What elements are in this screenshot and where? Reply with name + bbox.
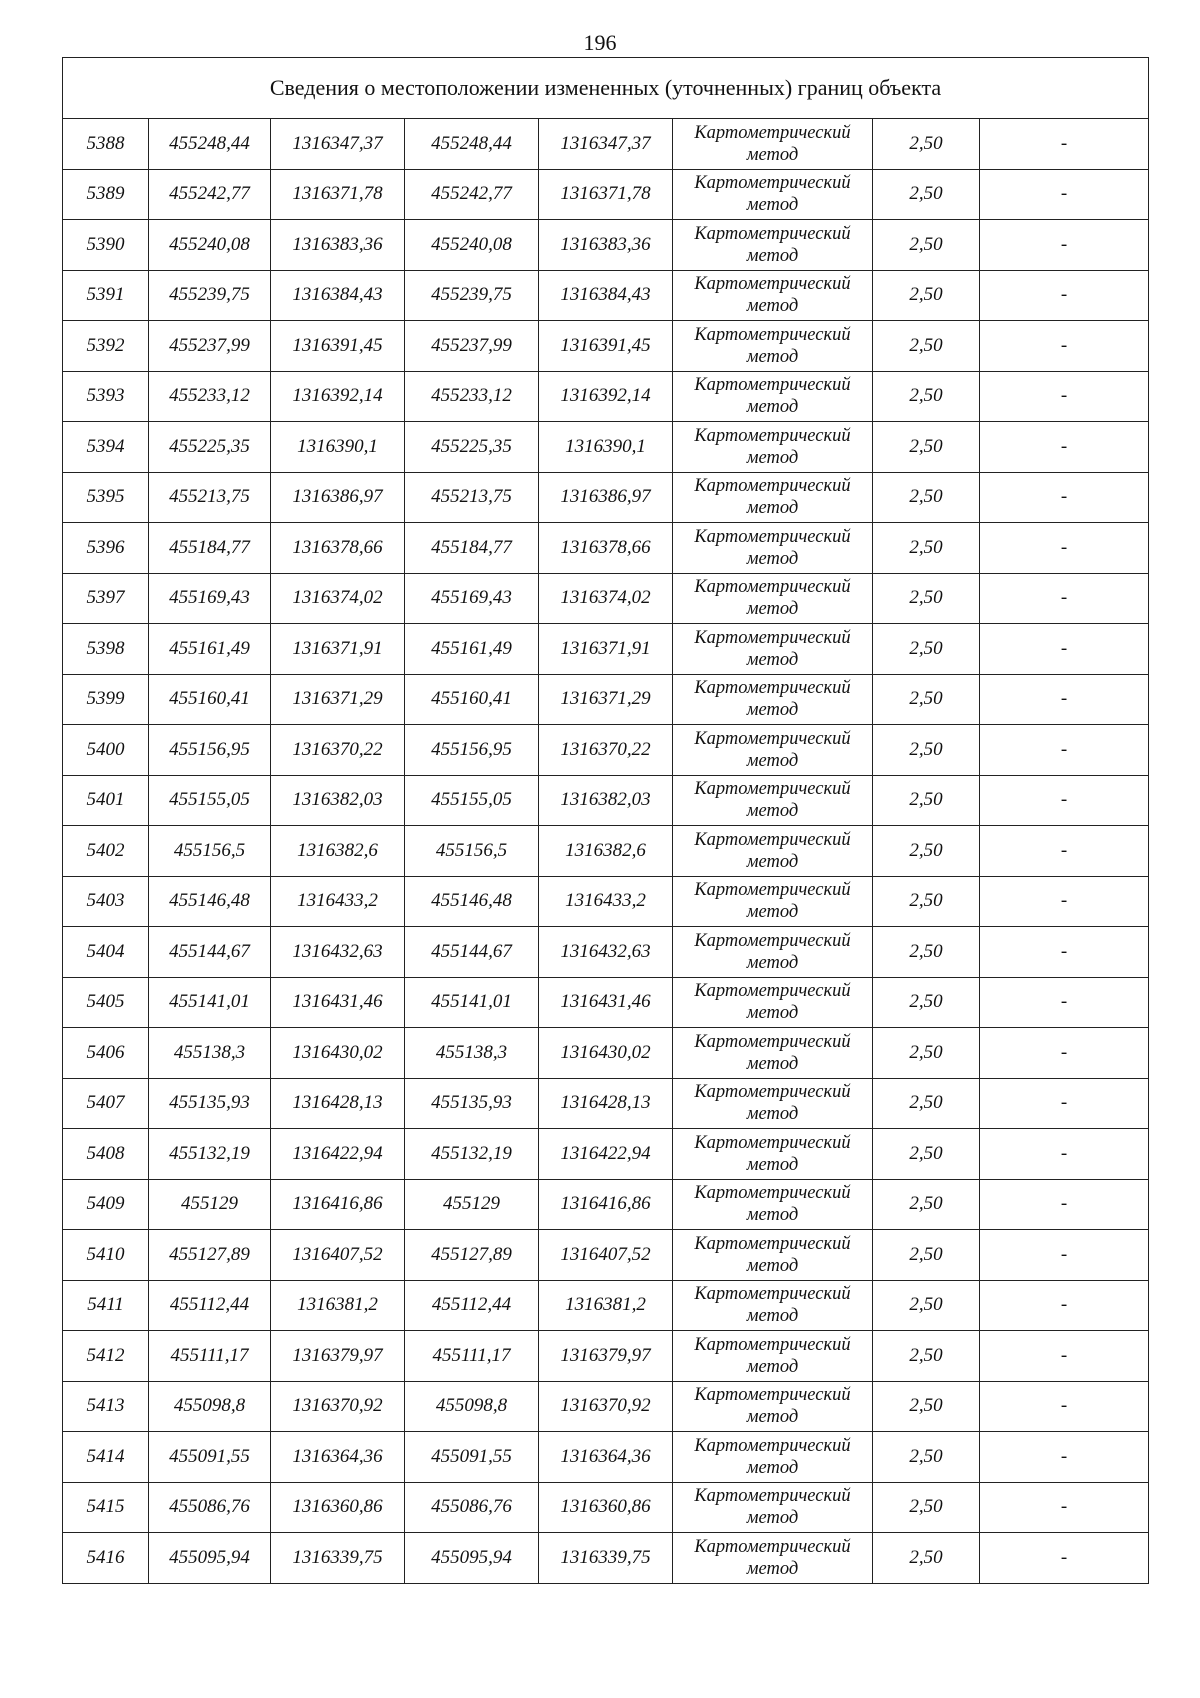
note-cell: - bbox=[980, 1179, 1149, 1230]
refined-y-cell: 1316382,03 bbox=[539, 775, 673, 826]
accuracy-cell: 2,50 bbox=[873, 1129, 980, 1180]
accuracy-cell: 2,50 bbox=[873, 523, 980, 574]
refined-x-cell: 455138,3 bbox=[405, 1028, 539, 1079]
table-title: Сведения о местоположении измененных (уточненных) границ объекта bbox=[63, 58, 1149, 119]
existing-y-cell: 1316347,37 bbox=[271, 119, 405, 170]
method-cell: Картометрический метод bbox=[673, 977, 873, 1028]
refined-y-cell: 1316371,91 bbox=[539, 624, 673, 675]
accuracy-cell: 2,50 bbox=[873, 826, 980, 877]
existing-y-cell: 1316433,2 bbox=[271, 876, 405, 927]
accuracy-cell: 2,50 bbox=[873, 1331, 980, 1382]
point-number-cell: 5391 bbox=[63, 270, 149, 321]
existing-y-cell: 1316339,75 bbox=[271, 1533, 405, 1584]
refined-x-cell: 455146,48 bbox=[405, 876, 539, 927]
method-cell: Картометрический метод bbox=[673, 624, 873, 675]
point-number-cell: 5392 bbox=[63, 321, 149, 372]
table-row bbox=[63, 1078, 1149, 1129]
note-cell: - bbox=[980, 725, 1149, 776]
refined-y-cell: 1316339,75 bbox=[539, 1533, 673, 1584]
table-row bbox=[63, 1028, 1149, 1079]
existing-x-cell: 455112,44 bbox=[149, 1280, 271, 1331]
note-cell: - bbox=[980, 624, 1149, 675]
existing-x-cell: 455239,75 bbox=[149, 270, 271, 321]
note-cell: - bbox=[980, 1280, 1149, 1331]
existing-y-cell: 1316392,14 bbox=[271, 371, 405, 422]
table-row bbox=[63, 876, 1149, 927]
refined-x-cell: 455132,19 bbox=[405, 1129, 539, 1180]
refined-x-cell: 455240,08 bbox=[405, 220, 539, 271]
existing-x-cell: 455091,55 bbox=[149, 1432, 271, 1483]
existing-x-cell: 455127,89 bbox=[149, 1230, 271, 1281]
table-header-row bbox=[63, 58, 1149, 119]
existing-x-cell: 455141,01 bbox=[149, 977, 271, 1028]
accuracy-cell: 2,50 bbox=[873, 1533, 980, 1584]
boundary-coordinates-table bbox=[62, 57, 1149, 1584]
existing-x-cell: 455155,05 bbox=[149, 775, 271, 826]
existing-x-cell: 455156,5 bbox=[149, 826, 271, 877]
existing-x-cell: 455242,77 bbox=[149, 169, 271, 220]
existing-x-cell: 455086,76 bbox=[149, 1482, 271, 1533]
method-cell: Картометрический метод bbox=[673, 119, 873, 170]
point-number-cell: 5407 bbox=[63, 1078, 149, 1129]
point-number-cell: 5400 bbox=[63, 725, 149, 776]
table-row bbox=[63, 977, 1149, 1028]
existing-x-cell: 455233,12 bbox=[149, 371, 271, 422]
existing-x-cell: 455156,95 bbox=[149, 725, 271, 776]
table-row bbox=[63, 725, 1149, 776]
refined-x-cell: 455160,41 bbox=[405, 674, 539, 725]
refined-y-cell: 1316384,43 bbox=[539, 270, 673, 321]
existing-y-cell: 1316370,22 bbox=[271, 725, 405, 776]
refined-x-cell: 455242,77 bbox=[405, 169, 539, 220]
accuracy-cell: 2,50 bbox=[873, 220, 980, 271]
table-row bbox=[63, 624, 1149, 675]
accuracy-cell: 2,50 bbox=[873, 1432, 980, 1483]
method-cell: Картометрический метод bbox=[673, 876, 873, 927]
accuracy-cell: 2,50 bbox=[873, 1028, 980, 1079]
table-row bbox=[63, 321, 1149, 372]
point-number-cell: 5409 bbox=[63, 1179, 149, 1230]
point-number-cell: 5399 bbox=[63, 674, 149, 725]
table-row bbox=[63, 270, 1149, 321]
point-number-cell: 5405 bbox=[63, 977, 149, 1028]
table-row bbox=[63, 1533, 1149, 1584]
accuracy-cell: 2,50 bbox=[873, 1230, 980, 1281]
existing-y-cell: 1316391,45 bbox=[271, 321, 405, 372]
method-cell: Картометрический метод bbox=[673, 674, 873, 725]
refined-x-cell: 455095,94 bbox=[405, 1533, 539, 1584]
table-row bbox=[63, 1432, 1149, 1483]
refined-y-cell: 1316432,63 bbox=[539, 927, 673, 978]
point-number-cell: 5397 bbox=[63, 573, 149, 624]
refined-x-cell: 455112,44 bbox=[405, 1280, 539, 1331]
existing-x-cell: 455160,41 bbox=[149, 674, 271, 725]
note-cell: - bbox=[980, 422, 1149, 473]
table-row bbox=[63, 422, 1149, 473]
method-cell: Картометрический метод bbox=[673, 371, 873, 422]
existing-y-cell: 1316428,13 bbox=[271, 1078, 405, 1129]
existing-x-cell: 455225,35 bbox=[149, 422, 271, 473]
accuracy-cell: 2,50 bbox=[873, 321, 980, 372]
table-row bbox=[63, 1230, 1149, 1281]
note-cell: - bbox=[980, 927, 1149, 978]
existing-y-cell: 1316371,91 bbox=[271, 624, 405, 675]
existing-x-cell: 455129 bbox=[149, 1179, 271, 1230]
refined-x-cell: 455141,01 bbox=[405, 977, 539, 1028]
note-cell: - bbox=[980, 220, 1149, 271]
refined-y-cell: 1316407,52 bbox=[539, 1230, 673, 1281]
refined-y-cell: 1316360,86 bbox=[539, 1482, 673, 1533]
point-number-cell: 5411 bbox=[63, 1280, 149, 1331]
method-cell: Картометрический метод bbox=[673, 472, 873, 523]
point-number-cell: 5413 bbox=[63, 1381, 149, 1432]
point-number-cell: 5410 bbox=[63, 1230, 149, 1281]
note-cell: - bbox=[980, 1432, 1149, 1483]
method-cell: Картометрический метод bbox=[673, 826, 873, 877]
existing-x-cell: 455240,08 bbox=[149, 220, 271, 271]
existing-y-cell: 1316381,2 bbox=[271, 1280, 405, 1331]
method-cell: Картометрический метод bbox=[673, 1482, 873, 1533]
method-cell: Картометрический метод bbox=[673, 1179, 873, 1230]
refined-x-cell: 455156,95 bbox=[405, 725, 539, 776]
refined-y-cell: 1316382,6 bbox=[539, 826, 673, 877]
refined-x-cell: 455225,35 bbox=[405, 422, 539, 473]
existing-y-cell: 1316416,86 bbox=[271, 1179, 405, 1230]
refined-y-cell: 1316374,02 bbox=[539, 573, 673, 624]
existing-y-cell: 1316379,97 bbox=[271, 1331, 405, 1382]
refined-y-cell: 1316422,94 bbox=[539, 1129, 673, 1180]
table-row bbox=[63, 1280, 1149, 1331]
table-row bbox=[63, 1482, 1149, 1533]
existing-x-cell: 455095,94 bbox=[149, 1533, 271, 1584]
accuracy-cell: 2,50 bbox=[873, 422, 980, 473]
method-cell: Картометрический метод bbox=[673, 1129, 873, 1180]
table-row bbox=[63, 1179, 1149, 1230]
table-row bbox=[63, 220, 1149, 271]
refined-y-cell: 1316381,2 bbox=[539, 1280, 673, 1331]
table-row bbox=[63, 1381, 1149, 1432]
accuracy-cell: 2,50 bbox=[873, 371, 980, 422]
refined-y-cell: 1316416,86 bbox=[539, 1179, 673, 1230]
refined-x-cell: 455091,55 bbox=[405, 1432, 539, 1483]
table-row bbox=[63, 1129, 1149, 1180]
existing-y-cell: 1316382,03 bbox=[271, 775, 405, 826]
point-number-cell: 5390 bbox=[63, 220, 149, 271]
accuracy-cell: 2,50 bbox=[873, 573, 980, 624]
existing-y-cell: 1316383,36 bbox=[271, 220, 405, 271]
point-number-cell: 5388 bbox=[63, 119, 149, 170]
existing-y-cell: 1316364,36 bbox=[271, 1432, 405, 1483]
note-cell: - bbox=[980, 1129, 1149, 1180]
method-cell: Картометрический метод bbox=[673, 1078, 873, 1129]
accuracy-cell: 2,50 bbox=[873, 270, 980, 321]
accuracy-cell: 2,50 bbox=[873, 1078, 980, 1129]
method-cell: Картометрический метод bbox=[673, 1230, 873, 1281]
point-number-cell: 5408 bbox=[63, 1129, 149, 1180]
refined-y-cell: 1316371,29 bbox=[539, 674, 673, 725]
table-row bbox=[63, 371, 1149, 422]
note-cell: - bbox=[980, 674, 1149, 725]
accuracy-cell: 2,50 bbox=[873, 119, 980, 170]
refined-x-cell: 455129 bbox=[405, 1179, 539, 1230]
accuracy-cell: 2,50 bbox=[873, 775, 980, 826]
point-number-cell: 5398 bbox=[63, 624, 149, 675]
point-number-cell: 5394 bbox=[63, 422, 149, 473]
existing-x-cell: 455135,93 bbox=[149, 1078, 271, 1129]
method-cell: Картометрический метод bbox=[673, 1533, 873, 1584]
method-cell: Картометрический метод bbox=[673, 725, 873, 776]
table-row bbox=[63, 472, 1149, 523]
note-cell: - bbox=[980, 1028, 1149, 1079]
accuracy-cell: 2,50 bbox=[873, 169, 980, 220]
existing-y-cell: 1316360,86 bbox=[271, 1482, 405, 1533]
existing-y-cell: 1316374,02 bbox=[271, 573, 405, 624]
point-number-cell: 5401 bbox=[63, 775, 149, 826]
existing-x-cell: 455184,77 bbox=[149, 523, 271, 574]
table-row bbox=[63, 119, 1149, 170]
method-cell: Картометрический метод bbox=[673, 1432, 873, 1483]
accuracy-cell: 2,50 bbox=[873, 725, 980, 776]
note-cell: - bbox=[980, 523, 1149, 574]
existing-x-cell: 455248,44 bbox=[149, 119, 271, 170]
table-row bbox=[63, 826, 1149, 877]
note-cell: - bbox=[980, 1331, 1149, 1382]
existing-y-cell: 1316390,1 bbox=[271, 422, 405, 473]
existing-y-cell: 1316378,66 bbox=[271, 523, 405, 574]
note-cell: - bbox=[980, 472, 1149, 523]
existing-x-cell: 455132,19 bbox=[149, 1129, 271, 1180]
existing-x-cell: 455111,17 bbox=[149, 1331, 271, 1382]
point-number-cell: 5414 bbox=[63, 1432, 149, 1483]
table-row bbox=[63, 1331, 1149, 1382]
refined-x-cell: 455135,93 bbox=[405, 1078, 539, 1129]
refined-y-cell: 1316378,66 bbox=[539, 523, 673, 574]
note-cell: - bbox=[980, 775, 1149, 826]
refined-y-cell: 1316347,37 bbox=[539, 119, 673, 170]
refined-y-cell: 1316383,36 bbox=[539, 220, 673, 271]
accuracy-cell: 2,50 bbox=[873, 1179, 980, 1230]
note-cell: - bbox=[980, 119, 1149, 170]
refined-y-cell: 1316391,45 bbox=[539, 321, 673, 372]
point-number-cell: 5403 bbox=[63, 876, 149, 927]
method-cell: Картометрический метод bbox=[673, 321, 873, 372]
existing-y-cell: 1316386,97 bbox=[271, 472, 405, 523]
table-row bbox=[63, 523, 1149, 574]
refined-y-cell: 1316364,36 bbox=[539, 1432, 673, 1483]
point-number-cell: 5393 bbox=[63, 371, 149, 422]
existing-x-cell: 455098,8 bbox=[149, 1381, 271, 1432]
accuracy-cell: 2,50 bbox=[873, 927, 980, 978]
method-cell: Картометрический метод bbox=[673, 220, 873, 271]
refined-y-cell: 1316433,2 bbox=[539, 876, 673, 927]
point-number-cell: 5395 bbox=[63, 472, 149, 523]
existing-x-cell: 455237,99 bbox=[149, 321, 271, 372]
refined-x-cell: 455127,89 bbox=[405, 1230, 539, 1281]
refined-x-cell: 455237,99 bbox=[405, 321, 539, 372]
table-row bbox=[63, 927, 1149, 978]
point-number-cell: 5404 bbox=[63, 927, 149, 978]
existing-x-cell: 455213,75 bbox=[149, 472, 271, 523]
accuracy-cell: 2,50 bbox=[873, 1482, 980, 1533]
existing-y-cell: 1316370,92 bbox=[271, 1381, 405, 1432]
accuracy-cell: 2,50 bbox=[873, 977, 980, 1028]
method-cell: Картометрический метод bbox=[673, 422, 873, 473]
method-cell: Картометрический метод bbox=[673, 775, 873, 826]
refined-x-cell: 455144,67 bbox=[405, 927, 539, 978]
existing-y-cell: 1316371,78 bbox=[271, 169, 405, 220]
existing-y-cell: 1316422,94 bbox=[271, 1129, 405, 1180]
refined-x-cell: 455156,5 bbox=[405, 826, 539, 877]
note-cell: - bbox=[980, 1533, 1149, 1584]
refined-y-cell: 1316379,97 bbox=[539, 1331, 673, 1382]
existing-y-cell: 1316382,6 bbox=[271, 826, 405, 877]
method-cell: Картометрический метод bbox=[673, 523, 873, 574]
table-row bbox=[63, 169, 1149, 220]
method-cell: Картометрический метод bbox=[673, 270, 873, 321]
refined-y-cell: 1316371,78 bbox=[539, 169, 673, 220]
refined-y-cell: 1316428,13 bbox=[539, 1078, 673, 1129]
refined-y-cell: 1316370,92 bbox=[539, 1381, 673, 1432]
refined-x-cell: 455248,44 bbox=[405, 119, 539, 170]
table-row bbox=[63, 775, 1149, 826]
existing-x-cell: 455144,67 bbox=[149, 927, 271, 978]
accuracy-cell: 2,50 bbox=[873, 1381, 980, 1432]
point-number-cell: 5406 bbox=[63, 1028, 149, 1079]
refined-x-cell: 455169,43 bbox=[405, 573, 539, 624]
note-cell: - bbox=[980, 1381, 1149, 1432]
refined-x-cell: 455086,76 bbox=[405, 1482, 539, 1533]
existing-x-cell: 455169,43 bbox=[149, 573, 271, 624]
note-cell: - bbox=[980, 876, 1149, 927]
existing-y-cell: 1316432,63 bbox=[271, 927, 405, 978]
existing-y-cell: 1316371,29 bbox=[271, 674, 405, 725]
refined-x-cell: 455155,05 bbox=[405, 775, 539, 826]
existing-x-cell: 455146,48 bbox=[149, 876, 271, 927]
point-number-cell: 5416 bbox=[63, 1533, 149, 1584]
point-number-cell: 5412 bbox=[63, 1331, 149, 1382]
existing-y-cell: 1316430,02 bbox=[271, 1028, 405, 1079]
refined-x-cell: 455161,49 bbox=[405, 624, 539, 675]
accuracy-cell: 2,50 bbox=[873, 1280, 980, 1331]
note-cell: - bbox=[980, 321, 1149, 372]
note-cell: - bbox=[980, 826, 1149, 877]
point-number-cell: 5415 bbox=[63, 1482, 149, 1533]
existing-y-cell: 1316407,52 bbox=[271, 1230, 405, 1281]
existing-x-cell: 455138,3 bbox=[149, 1028, 271, 1079]
note-cell: - bbox=[980, 169, 1149, 220]
accuracy-cell: 2,50 bbox=[873, 472, 980, 523]
accuracy-cell: 2,50 bbox=[873, 674, 980, 725]
page-number: 196 bbox=[583, 30, 617, 55]
note-cell: - bbox=[980, 1078, 1149, 1129]
table-row bbox=[63, 573, 1149, 624]
method-cell: Картометрический метод bbox=[673, 1280, 873, 1331]
accuracy-cell: 2,50 bbox=[873, 876, 980, 927]
refined-y-cell: 1316370,22 bbox=[539, 725, 673, 776]
point-number-cell: 5402 bbox=[63, 826, 149, 877]
method-cell: Картометрический метод bbox=[673, 1381, 873, 1432]
note-cell: - bbox=[980, 573, 1149, 624]
refined-y-cell: 1316431,46 bbox=[539, 977, 673, 1028]
note-cell: - bbox=[980, 371, 1149, 422]
point-number-cell: 5389 bbox=[63, 169, 149, 220]
table-row bbox=[63, 674, 1149, 725]
refined-x-cell: 455213,75 bbox=[405, 472, 539, 523]
refined-y-cell: 1316430,02 bbox=[539, 1028, 673, 1079]
note-cell: - bbox=[980, 1482, 1149, 1533]
refined-x-cell: 455233,12 bbox=[405, 371, 539, 422]
method-cell: Картометрический метод bbox=[673, 927, 873, 978]
refined-y-cell: 1316392,14 bbox=[539, 371, 673, 422]
existing-y-cell: 1316384,43 bbox=[271, 270, 405, 321]
refined-y-cell: 1316390,1 bbox=[539, 422, 673, 473]
note-cell: - bbox=[980, 977, 1149, 1028]
method-cell: Картометрический метод bbox=[673, 1331, 873, 1382]
method-cell: Картометрический метод bbox=[673, 1028, 873, 1079]
method-cell: Картометрический метод bbox=[673, 169, 873, 220]
refined-x-cell: 455098,8 bbox=[405, 1381, 539, 1432]
accuracy-cell: 2,50 bbox=[873, 624, 980, 675]
point-number-cell: 5396 bbox=[63, 523, 149, 574]
method-cell: Картометрический метод bbox=[673, 573, 873, 624]
existing-x-cell: 455161,49 bbox=[149, 624, 271, 675]
refined-x-cell: 455184,77 bbox=[405, 523, 539, 574]
existing-y-cell: 1316431,46 bbox=[271, 977, 405, 1028]
note-cell: - bbox=[980, 1230, 1149, 1281]
refined-x-cell: 455239,75 bbox=[405, 270, 539, 321]
refined-x-cell: 455111,17 bbox=[405, 1331, 539, 1382]
refined-y-cell: 1316386,97 bbox=[539, 472, 673, 523]
note-cell: - bbox=[980, 270, 1149, 321]
